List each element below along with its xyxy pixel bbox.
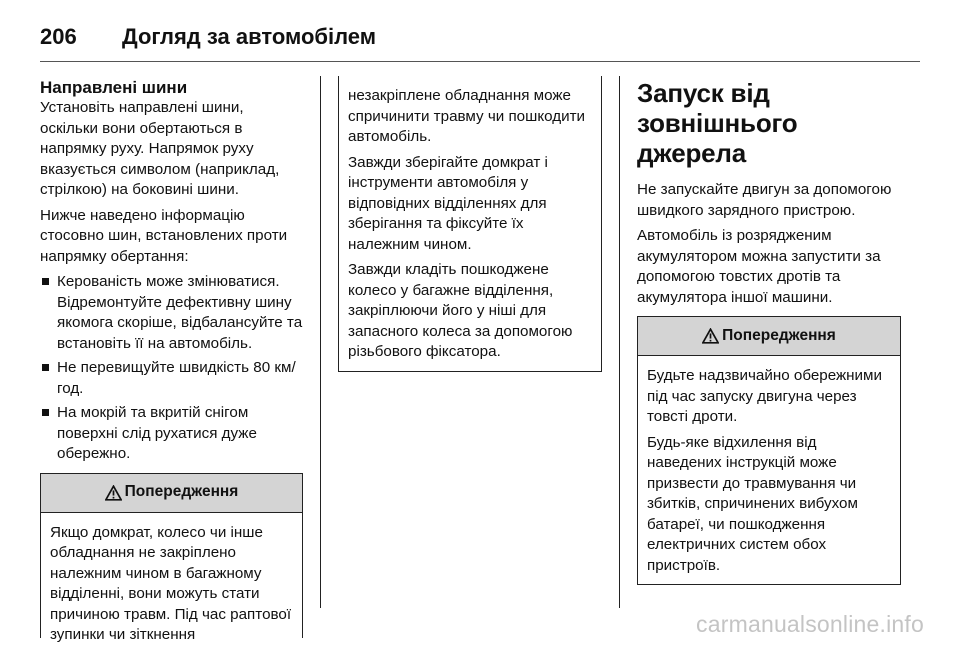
warning-box <box>40 473 303 643</box>
warning-box <box>637 316 901 585</box>
watermark: carmanualsonline.info <box>696 611 924 637</box>
section-heading-directional-tyres: Направлені шини <box>40 78 188 97</box>
paragraph: Установіть направлені шини, оскільки вони обертаються в напрямку руху. Напрямок руху вказується символом (наприклад, стрілкою) на боковині шини. <box>40 99 280 198</box>
warning-triangle-icon <box>105 485 122 501</box>
warning-body <box>638 356 900 584</box>
warning-box-continued <box>338 76 602 372</box>
warning-label: Попередження <box>124 483 239 501</box>
list-item: Не перевищуйте швидкість 80 км/год. <box>40 358 303 399</box>
column-directional-tyres <box>40 78 303 643</box>
column-divider <box>320 76 321 608</box>
section-heading-jump-start: Запуск від зовнішнього джерела <box>637 78 798 168</box>
warning-text: незакріплене обладнання може спричинити травму чи пошкодити автомобіль. <box>348 87 586 145</box>
warning-header <box>41 474 302 513</box>
list-item: Керованість може змінюватися. Відремонтуйте дефективну шину якомога скоріше, відбалансуйте та встановіть її на автомобіль. <box>40 272 303 354</box>
warning-text: Будь-яке відхилення від наведених інструкцій може призвести до травмування чи збитків, спричинених вибухом батареї, чи пошкодження електричних систем обох пристроїв. <box>647 433 858 574</box>
paragraph: Автомобіль із розрядженим акумулятором можна запустити за допомогою товстих дротів та акумулятора іншої машини. <box>637 227 881 306</box>
paragraph: Не запускайте двигун за допомогою швидкого зарядного пристрою. <box>637 181 892 219</box>
page-header <box>40 20 920 54</box>
column-jump-start <box>637 78 901 585</box>
warning-header <box>638 317 900 356</box>
column-divider <box>619 76 620 608</box>
warning-text: Якщо домкрат, колесо чи інше обладнання не закріплено належним чином в багажному відділенні, вони можуть стати причиною травм. Під час раптової зупинки чи зіткнення <box>50 523 292 643</box>
page-number: 206 <box>40 24 77 49</box>
warning-text: Завжди зберігайте домкрат і інструменти автомобіля у відповідних відділеннях для зберігання та фіксуйте їх належним чином. <box>348 153 548 253</box>
warning-label: Попередження <box>722 326 836 344</box>
page-title: Догляд за автомобілем <box>122 24 377 49</box>
header-divider <box>40 61 920 62</box>
paragraph: Нижче наведено інформацію стосовно шин, встановлених проти напрямку обертання: <box>40 206 288 265</box>
warning-triangle-icon <box>702 328 719 344</box>
bullet-list <box>40 272 303 465</box>
warning-body <box>41 513 302 659</box>
warning-text: Будьте надзвичайно обережними під час запуску двигуна через товсті дроти. <box>647 367 882 425</box>
list-item: На мокрій та вкритій снігом поверхні слід рухатися дуже обережно. <box>40 403 303 465</box>
warning-text: Завжди кладіть пошкоджене колесо у багажне відділення, закріплюючи його у ніші для запасного колеса за допомогою різьбового фіксатора. <box>348 261 573 360</box>
